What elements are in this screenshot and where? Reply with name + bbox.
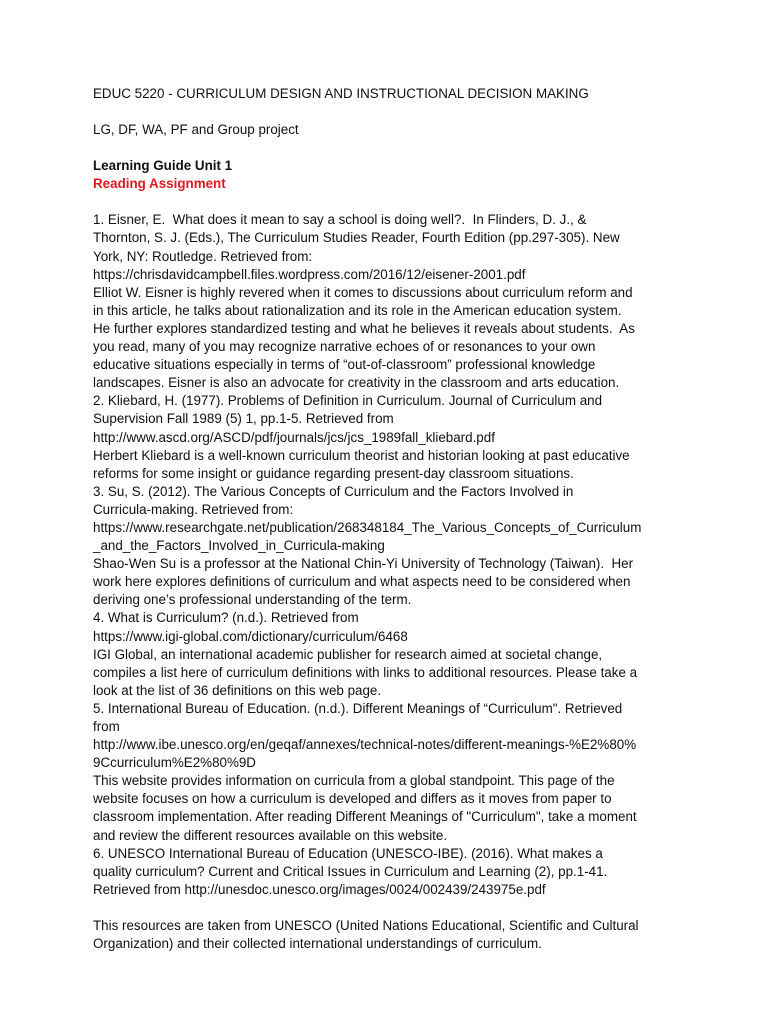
text-line: 5. International Bureau of Education. (n.d.). Different Meanings of “Curriculum". Retrieved [93, 700, 623, 716]
text-line: Curricula-making. Retrieved from: [93, 501, 294, 517]
document-subtitle: LG, DF, WA, PF and Group project [93, 122, 299, 138]
text-line: Shao-Wen Su is a professor at the National Chin-Yi University of Technology (Taiwan). Her [93, 556, 634, 572]
text-line: look at the list of 36 definitions on this web page. [93, 682, 382, 698]
url-line: _and_the_Factors_Involved_in_Curricula-making [93, 538, 385, 554]
text-line: 4. What is Curriculum? (n.d.). Retrieved from [93, 610, 359, 626]
paragraph-gap [93, 899, 683, 917]
text-line: Supervision Fall 1989 (5) 1, pp.1-5. Retrieved from [93, 411, 394, 427]
url-line: http://www.ibe.unesco.org/en/geqaf/annexes/technical-notes/different-meanings-%E2%80% [93, 737, 637, 753]
text-line: Elliot W. Eisner is highly revered when it comes to discussions about curriculum reform and [93, 284, 633, 300]
text-line: you read, many of you may recognize narrative echoes of or resonances to your own [93, 339, 596, 355]
text-line: deriving one’s professional understanding of the term. [93, 592, 412, 608]
text-line: 6. UNESCO International Bureau of Education (UNESCO-IBE). (2016). What makes a [93, 845, 603, 861]
text-line: classroom implementation. After reading Different Meanings of "Curriculum", take a moment [93, 809, 637, 825]
text-line: This website provides information on curricula from a global standpoint. This page of the [93, 773, 615, 789]
text-line: from [93, 719, 120, 734]
text-line: Thornton, S. J. (Eds.), The Curriculum Studies Reader, Fourth Edition (pp.297-305). New [93, 230, 620, 246]
text-line: educative situations especially in terms of “out-of-classroom” professional knowledge [93, 357, 596, 373]
text-line: Herbert Kliebard is a well-known curriculum theorist and historian looking at past educative [93, 447, 630, 463]
text-line: York, NY: Routledge. Retrieved from: [93, 248, 313, 264]
closing-paragraph [93, 917, 683, 953]
text-line: quality curriculum? Current and Critical Issues in Curriculum and Learning (2), pp.1-41. [93, 863, 608, 879]
text-line: He further explores standardized testing and what he believes it reveals about students. As [93, 320, 635, 336]
text-line: and review the different resources available on this website. [93, 827, 448, 843]
text-line: website focuses on how a curriculum is developed and differs as it moves from paper to [93, 791, 612, 807]
text-line: in this article, he talks about rationalization and its role in the American education system. [93, 302, 622, 318]
url-line: https://chrisdavidcampbell.files.wordpress.com/2016/12/eisener-2001.pdf [93, 266, 526, 282]
course-title: EDUC 5220 - CURRICULUM DESIGN AND INSTRUCTIONAL DECISION MAKING [93, 86, 589, 101]
text-line: This resources are taken from UNESCO (United Nations Educational, Scientific and Cultural [93, 917, 639, 933]
text-line: 1. Eisner, E. What does it mean to say a school is doing well?. In Flinders, D. J., & [93, 212, 587, 228]
url-line: https://www.igi-global.com/dictionary/curriculum/6468 [93, 628, 408, 644]
text-line: Organization) and their collected international understandings of curriculum. [93, 936, 542, 952]
text-line: 3. Su, S. (2012). The Various Concepts of Curriculum and the Factors Involved in [93, 483, 574, 499]
text-line: IGI Global, an international academic publisher for research aimed at societal change, [93, 646, 603, 662]
text-line: compiles a list here of curriculum definitions with links to additional resources. Please take a [93, 664, 638, 680]
document-body [93, 85, 683, 953]
url-line: http://www.ascd.org/ASCD/pdf/journals/jcs/jcs_1989fall_kliebard.pdf [93, 429, 495, 445]
text-line: work here explores definitions of curriculum and what aspects need to be considered when [93, 574, 631, 590]
url-line: https://www.researchgate.net/publication/268348184_The_Various_Concepts_of_Curriculum [93, 519, 642, 535]
text-line: Retrieved from http://unesdoc.unesco.org/images/0024/002439/243975e.pdf [93, 881, 546, 897]
text-line: 2. Kliebard, H. (1977). Problems of Definition in Curriculum. Journal of Curriculum and [93, 393, 603, 409]
text-line: landscapes. Eisner is also an advocate for creativity in the classroom and arts education. [93, 375, 620, 391]
assignment-heading: Reading Assignment [93, 176, 226, 192]
url-line: 9Ccurriculum%E2%80%9D [93, 755, 256, 771]
text-line: reforms for some insight or guidance regarding present-day classroom situations. [93, 465, 574, 481]
unit-heading: Learning Guide Unit 1 [93, 158, 233, 174]
reading-list [93, 211, 683, 899]
